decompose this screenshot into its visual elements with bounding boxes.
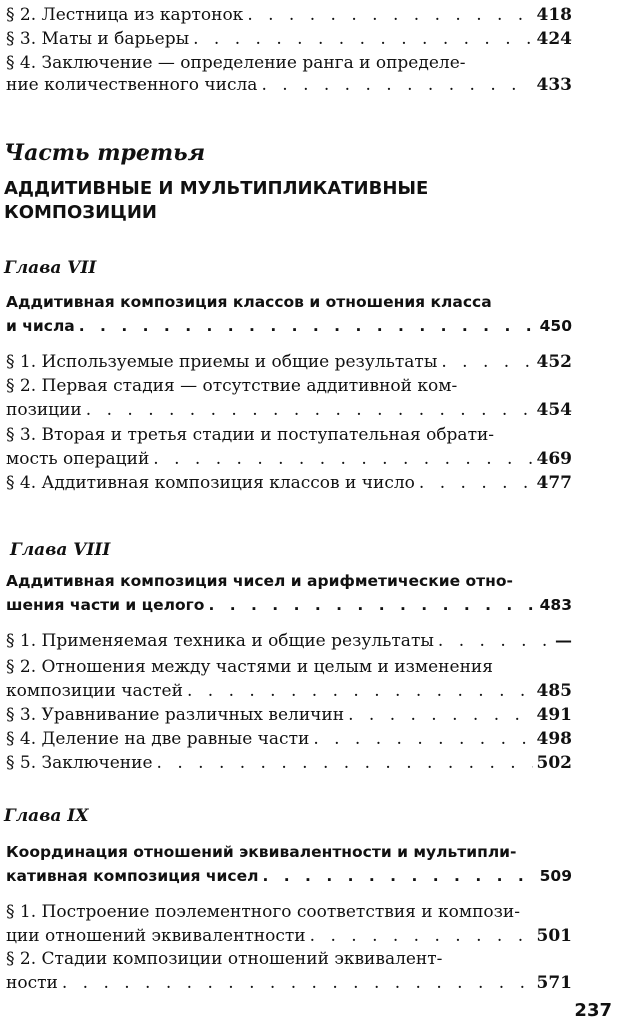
toc-entry [6, 630, 572, 652]
entry-text: § 1. Используемые приемы и общие результаты [6, 352, 438, 372]
leader-dots [310, 925, 533, 947]
chapter-title [6, 315, 572, 337]
leader-dots [262, 865, 535, 887]
page-number: 237 [574, 1000, 612, 1021]
entry-text: § 4. Деление на две равные части [6, 729, 310, 749]
entry-page: 483 [539, 596, 572, 614]
leader-dots [193, 28, 532, 50]
entry-page: 498 [536, 729, 572, 749]
chapter-label: Глава VIII [10, 540, 111, 560]
toc-entry [6, 351, 572, 373]
toc-entry [6, 4, 572, 26]
entry-text: § 2. Лестница из картонок [6, 5, 244, 25]
leader-dots [348, 704, 532, 726]
entry-text: § 3. Уравнивание различных величин [6, 705, 345, 725]
toc-entry [6, 28, 572, 50]
part-label: Часть третья [4, 140, 206, 166]
leader-dots [261, 74, 532, 96]
toc-entry [6, 728, 572, 750]
entry-page: 424 [536, 29, 572, 49]
chapter-title [6, 865, 572, 887]
chapter-title-line1: Аддитивная композиция чисел и арифметические отно- [6, 572, 513, 590]
chapter-title-line2: кативная композиция чисел [6, 867, 259, 885]
entry-text-line2: ние количественного числа [6, 75, 258, 95]
chapter-title [6, 594, 572, 616]
entry-text: § 4. Аддитивная композиция классов и число [6, 473, 415, 493]
leader-dots [62, 972, 533, 994]
entry-text-line2: позиции [6, 400, 82, 420]
entry-page: 433 [536, 75, 572, 95]
entry-text-line1: § 1. Построение поэлементного соответствия и компози- [6, 902, 521, 922]
entry-text: § 1. Применяемая техника и общие результаты [6, 631, 434, 651]
chapter-title-line1: Аддитивная композиция классов и отношения класса [6, 293, 492, 311]
entry-page: 452 [536, 352, 572, 372]
entry-page: 450 [539, 317, 572, 335]
leader-dots [419, 472, 533, 494]
entry-page: 571 [536, 973, 572, 993]
leader-dots [187, 680, 533, 702]
chapter-label: Глава IX [4, 806, 89, 826]
part-title-line2: КОМПОЗИЦИИ [4, 202, 157, 223]
entry-page: 501 [536, 926, 572, 946]
toc-entry [6, 399, 572, 421]
toc-entry [6, 752, 572, 774]
toc-entry [6, 74, 572, 96]
entry-text-line1: § 2. Стадии композиции отношений эквивалент- [6, 949, 443, 969]
toc-entry [6, 704, 572, 726]
chapter-title-line2: шения части и целого [6, 596, 205, 614]
entry-page: 509 [539, 867, 572, 885]
leader-dots [157, 752, 533, 774]
chapter-label: Глава VII [4, 258, 97, 278]
leader-dots [79, 315, 536, 337]
toc-entry [6, 680, 572, 702]
entry-page: 491 [536, 705, 572, 725]
entry-text-line1: § 2. Первая стадия — отсутствие аддитивной ком- [6, 376, 458, 396]
leader-dots [247, 4, 532, 26]
entry-text-line2: композиции частей [6, 681, 183, 701]
entry-text-line1: § 4. Заключение — определение ранга и определе- [6, 53, 466, 73]
leader-dots [438, 630, 551, 652]
entry-text-line2: ции отношений эквивалентности [6, 926, 306, 946]
entry-page: — [555, 631, 572, 651]
entry-page: 485 [536, 681, 572, 701]
entry-page: 454 [536, 400, 572, 420]
leader-dots [441, 351, 532, 373]
part-title-line1: АДДИТИВНЫЕ И МУЛЬТИПЛИКАТИВНЫЕ [4, 178, 429, 199]
entry-text: § 5. Заключение [6, 753, 153, 773]
entry-text-line1: § 2. Отношения между частями и целым и изменения [6, 657, 493, 677]
chapter-title-line1: Координация отношений эквивалентности и мультипли- [6, 843, 517, 861]
entry-page: 477 [536, 473, 572, 493]
entry-page: 469 [536, 449, 572, 469]
leader-dots [313, 728, 532, 750]
leader-dots [208, 594, 535, 616]
entry-page: 502 [536, 753, 572, 773]
entry-page: 418 [536, 5, 572, 25]
entry-text-line2: мость операций [6, 449, 150, 469]
toc-entry [6, 448, 572, 470]
entry-text-line2: ности [6, 973, 58, 993]
entry-text: § 3. Маты и барьеры [6, 29, 190, 49]
toc-entry [6, 972, 572, 994]
leader-dots [153, 448, 532, 470]
chapter-title-line2: и числа [6, 317, 75, 335]
leader-dots [86, 399, 533, 421]
entry-text-line1: § 3. Вторая и третья стадии и поступательная обрати- [6, 425, 495, 445]
toc-entry [6, 925, 572, 947]
toc-entry [6, 472, 572, 494]
